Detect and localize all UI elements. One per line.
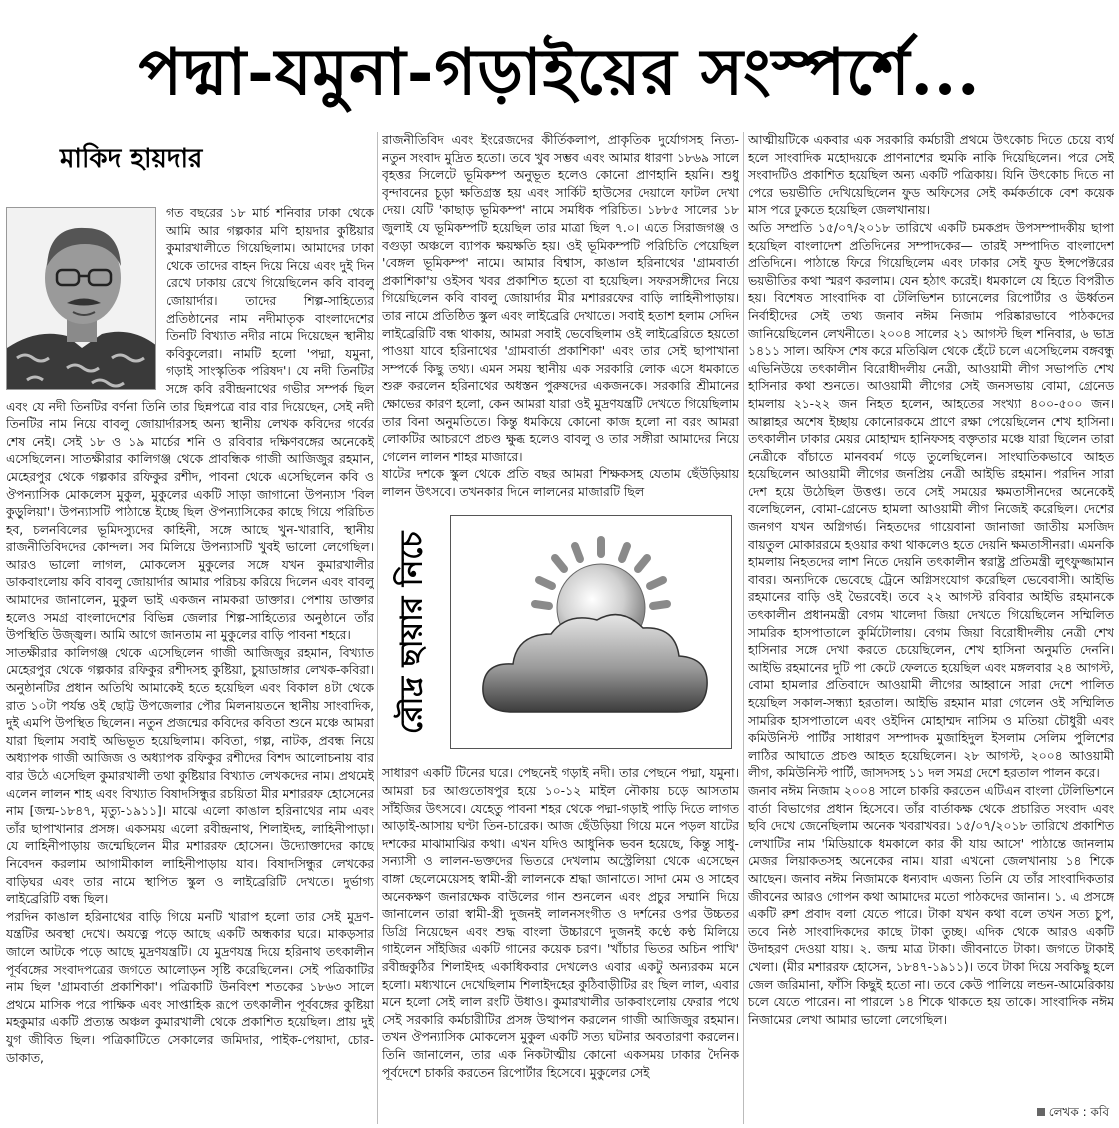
paragraph: আত্মীয়টিকে একবার এক সরকারি কর্মচারী প্রথমে উৎকোচ দিতে চেয়ে ব্যর্থ হলে সাংবাদিক মহোদয়কে প্রাণনাশের হুমকি নাকি দিয়েছিলেন। পরে সেই সংবাদটিও প্রকাশিত হয়েছিল অন্য একটি পত্রিকায়। যিনি উৎকোচ দিতে না পেরে ভয়ভীতি দেখিয়েছিলেন ফুড অফিসের সেই কর্মকর্তাকে বেশ কয়েক মাস পরে ঢুকতে হয়েছিল জেলখানায়। (748, 133, 1114, 218)
author-photo (6, 207, 156, 390)
byline: মাকিদ হায়দার (60, 144, 203, 174)
section-graphic (382, 507, 739, 757)
paragraph: সাতক্ষীরার কালিগঞ্জ থেকে এসেছিলেন গাজী আজিজুর রহমান, বিখ্যাত মেহেরপুর থেকে গল্পকার রফিকুর রশীদসহ কুষ্টিয়া, চুয়াডাঙ্গার লেখক-কবিরা। অনুষ্ঠানটির প্রধান অতিথি আমাকেই হতে হয়েছিল এবং বিকাল ৪টা থেকে রাত ১০টা পর্যন্ত ওই ছোট্ট উপজেলার পৌর মিলনায়তনে স্থানীয় সাংবাদিক, দুই এমপি উপস্থিত ছিলেন। নতুন প্রজন্মের কবিদের কবিতা শুনে মঞ্চে আমরা যারা ছিলাম সবাই অভিভূত হয়েছিলাম। কবিতা, গল্প, নাটক, প্রবন্ধ নিয়ে অধ্যাপক গাজী আজিজ ও অধ্যাপক রফিকুর রশীদের বিশদ আলোচনায় বার বার উঠে এসেছিল কুমারখালী তথা কুষ্টিয়ার বিখ্যাত লেখকদের নাম। প্রথমেই এলেন লালন শাহ এবং বিখ্যাত বিষাদসিন্ধুর রচয়িতা মীর মশাররফ হোসেনের নাম [জন্ম-১৮৪৭, মৃত্যু-১৯১১]। মাঝে এলো কাঙাল হরিনাথের নাম এবং তাঁর ছাপাখানার প্রসঙ্গ। একসময় এলো রবীন্দ্রনাথ, শিলাইদহ, লাহিনীপাড়া। যে লাহিনীপাড়ায় জন্মেছিলেন মীর মশাররফ হোসেন। উদ্যোক্তাদের কাছে নিবেদন করলাম আগামীকাল লাহিনীপাড়ায় যাব। বিষাদসিন্ধুর লেখকের বাড়িঘর এবং তার নামে স্থাপিত স্কুল ও লাইব্রেরিটি দেখতে। দুর্ভাগ্য লাইব্রেরিটি বন্ধ ছিল। (6, 645, 374, 907)
paragraph: অতি সম্প্রতি ১৫/০৭/২০১৮ তারিখে একটি চমকপ্রদ উপসম্পাদকীয় ছাপা হয়েছিল বাংলাদেশ প্রতিদিনের সম্পাদকের— তারই সম্পাদিত বাংলাদেশ প্রতিদিনে। পাঠান্তে ফিরে গিয়েছিলেম এবং ঢাকার সেই ফুড ইন্সপেক্টরের ভয়ভীতির কথা স্মরণ করলাম। যেন হঠাৎ করেই। ধমকালে যে হিতে বিপরীত হয়। বিশেষত সাংবাদিক বা টেলিভিশন চ্যানেলের রিপোর্টার ও ঊর্ধ্বতন নির্বাহীদের সেই তথ্য জনাব নঈম নিজাম পরিষ্কারভাবে পাঠকদের জানিয়েছিলেন লেখনীতে। ২০০৪ সালের ২১ আগস্ট ছিল শনিবার, ৬ ভাদ্র ১৪১১ সাল। অফিস শেষ করে মতিঝিল থেকে হেঁটে চলে এসেছিলেম বঙ্গবন্ধু এভিনিউয়ে তৎকালীন বিরোধীদলীয় নেত্রী, আওয়ামী লীগ সভাপতি শেখ হাসিনার কথা শুনতে। আওয়ামী লীগের সেই জনসভায় বোমা, গ্রেনেড হামলায় ২১-২২ জন নিহত হলেন, আহতের সংখ্যা ৪০০-৫০০ জন। আল্লাহর অশেষ ইচ্ছায় কোনোরকমে প্রাণে রক্ষা পেয়েছিলেন শেখ হাসিনা। তৎকালীন ঢাকার মেয়র মোহাম্মদ হানিফসহ বক্তৃতার মঞ্চে যারা ছিলেন তারা নেত্রীকে বাঁচাতে মানববর্ম গড়ে তুলেছিলেন। সাংঘাতিকভাবে আহত হয়েছিলেন আওয়ামী লীগের জনপ্রিয় নেত্রী আইভি রহমান। পরদিন সারা দেশ হয়ে উঠেছিল উত্তপ্ত। তবে সেই সময়ের ক্ষমতাসীনদের অনেকেই বলেছিলেন, বোমা-গ্রেনেড হামলা আওয়ামী লীগ নিজেই করেছিল। দেশের জনগণ যখন অগ্নিগর্ভ। নিহতদের গায়েবানা জানাজা জাতীয় মসজিদ বায়তুল মোকাররমে হওয়ার কথা থাকলেও হতে দেয়নি ক্ষমতাসীনরা। এমনকি হামলায় নিহতদের লাশ নিতে দেয়নি তৎকালীন স্বরাষ্ট্র প্রতিমন্ত্রী লুৎফুজ্জামান বাবর। অন্যদিকে ভেবেছে ট্রেনে অগ্নিসংযোগ করেছিল ভেবেবাসী। আইভি রহমানের বাড়ি ওই ভৈরবেই। তবে ২২ আগস্ট রবিবার আইভি রহমানকে তৎকালীন প্রধানমন্ত্রী বেগম খালেদা জিয়া দেখতে গিয়েছিলেন সম্মিলিত সামরিক হাসপাতালে কুর্মিটোলায়। বেগম জিয়া বিরোধীদলীয় নেত্রী শেখ হাসিনার সঙ্গে দেখা করতে চেয়েছিলেন, শেখ হাসিনা অনুমতি দেননি। আইভি রহমানের দুটি পা কেটে ফেলতে হয়েছিল এবং মঙ্গলবার ২৪ আগস্ট, বোমা হামলার প্রতিবাদে আওয়ামী লীগের আহ্বানে সারা দেশে পালিত হয়েছিল সকাল-সন্ধ্যা হরতাল। আইভি রহমান মারা গেলেন ওই সম্মিলিত সামরিক হাসপাতালে এবং ওইদিন মোহাম্মদ নাসিম ও মতিয়া চৌধুরী এবং কমিউনিস্ট পার্টির সাধারণ সম্পাদক মুজাহিদুল ইসলাম সেলিম পুলিশের লাঠির আঘাতে প্রচণ্ড আহত হয়েছিলেন। ২৮ আগস্ট, ২০০৪ আওয়ামী লীগ, কমিউনিস্ট পার্টি, জাসদসহ ১১ দল সমগ্র দেশে হরতাল পালন করে। (748, 220, 1114, 781)
author-note-text: লেখক : কবি (1048, 1105, 1109, 1119)
paragraph: সাধারণ একটি টিনের ঘরে। পেছনেই গড়াই নদী। তার পেছনে পদ্মা, যমুনা। আমরা চর আগুতোষপুর হয়ে ১০-১২ মাইল নৌকায় চড়ে আসতাম সাঁইজির উৎসবে। যেহেতু পাবনা শহর থেকে পদ্মা-গড়াই পাড়ি দিতে লাগত আড়াই-আসায় ঘণ্টা তিন-চারেক। আজ ছেঁউড়িয়া গিয়ে মনে পড়ল ষাটের দশকের মাঝামাঝির কথা। এখন যদিও আধুনিক ভবন হয়েছে, কিন্তু সাধু-সন্যাসী ও লালন-ভক্তদের ভিতরে দেখলাম অস্ট্রেলিয়া থেকে এসেছেন বাঙ্গা ছেলেমেয়েসহ স্বামী-স্ত্রী লালনকে শ্রদ্ধা জানাতে। সাদা মেম ও সাহেব অনেকক্ষণ জনারক্ষেক বাউলের গান শুনলেন এবং প্রচুর সম্মানি দিয়ে জানালেন তারা স্বামী-স্ত্রী দুজনই লালনসংগীত ও দর্শনের ওপর উচ্চতর ডিগ্রি নিয়েছেন এবং শুদ্ধ বাংলা উচ্চারণে দুজনই কণ্ঠে কণ্ঠ মিলিয়ে গাইলেন সাঁইজির একটি গানের কয়েক চরণ। 'খাঁচার ভিতর অচিন পাখি' রবীন্দ্রকুঠির শিলাইদহ একাধিকবার দেখলেও এবার একটু অন্যরকম মনে হলো। মধ্যখানে দেখেছিলাম শিলাইদহের কুঠিবাড়ীটির রং ছিল লাল, এবার মনে হলো সেই লাল রংটি উধাও। কুমারখালীর ডাকবাংলোয় ফেরার পথে সেই সরকারি কর্মচারীটির প্রসঙ্গ উত্থাপন করলেন গাজী আজিজুর রহমান। তখন ঔপন্যাসিক মোকলেস মুকুল একটি সত্য ঘটনার অবতারণা করলেন। তিনি জানালেন, তার এক নিকটাত্মীয় কোনো একসময় ঢাকার দৈনিক পূর্বদেশে চাকরি করতেন রিপোর্টার হিসেবে। মুকুলের সেই (382, 766, 739, 1080)
graphic-caption-text: রৌদ্র ছায়ার নিচে (394, 531, 430, 734)
article-column-2 (382, 132, 739, 1122)
column-divider (377, 132, 378, 1124)
paragraph: ষাটের দশকে স্কুল থেকে প্রতি বছর আমরা শিক্ষকসহ যেতাম ছেঁউড়িয়ায় লালন উৎসবে। তখনকার দিনে লালনের মাজারটি ছিল (382, 467, 739, 499)
column-divider (743, 132, 744, 1124)
square-bullet-icon (1037, 1108, 1045, 1116)
paragraph: রাজনীতিবিদ এবং ইংরেজদের কীর্তিকলাপ, প্রাকৃতিক দুর্যোগসহ নিত্য-নতুন সংবাদ মুদ্রিত হতো। তবে খুব সম্ভব এবং আমার ধারণা ১৮৬৯ সালে বৃহত্তর সিলেটে ভূমিকম্প অনুভূত হলেও কোনো প্রাণহানি হয়নি। শুধু বৃন্দাবনের চূড়া ক্ষতিগ্রস্ত হয় এবং সার্কিট হাউসের দেয়ালে ফাটল দেখা দেয়। যেটি 'কাছাড় ভূমিকম্প' নামে সমধিক পরিচিত। ১৮৮৫ সালের ১৮ জুলাই যে ভূমিকম্পটি হয়েছিল তার মাত্রা ছিল ৭.০। এতে সিরাজগঞ্জ ও বগুড়া অঞ্চলে ব্যাপক ক্ষয়ক্ষতি হয়। ওই ভূমিকম্পটি পরিচিতি পেয়েছিল 'বেঙ্গল ভূমিকম্প' নামে। আমার বিশ্বাস, কাঙাল হরিনাথের 'গ্রামবার্তা প্রকাশিকা'য় ওইসব খবর প্রকাশিত হতো বা হয়েছিল। সফরসঙ্গীদের নিয়ে গিয়েছিলেন কবি বাবলু জোয়ার্দার মীর মশাররফের বাড়ি লাহিনীপাড়ায়। তার নামে প্রতিষ্ঠিত স্কুল এবং লাইব্রেরি দেখাতে। সবাই হতাশ হলাম সেদিন লাইব্রেরিটি বন্ধ থাকায়, আমরা সবাই ভেবেছিলাম ওই লাইব্রেরিতে হয়তো পাওয়া যাবে হরিনাথের 'গ্রামবার্তা প্রকাশিকা' এবং তার সেই ছাপাখানা সম্পর্কে কিছু তথ্য। এমন সময় স্থানীয় এক সরকারি লোক এসে ধমকাতে শুরু করলেন হরিনাথের অধস্তন পুরুষদের একজনকে। সরকারি শ্রীমানের ক্ষোভের কারণ হলো, কেন আমরা যারা ওই মুদ্রণযন্ত্রটি দেখতে গিয়েছিলাম তার বিনা অনুমতিতে। কিন্তু ধমকিয়ে কোনো কাজ হলো না বরং আমরা লোকটির আচরণে প্রচণ্ড ক্ষুব্ধ হলেও বাবলু ও তার সঙ্গীরা আমাদের নিয়ে গেলেন লালন শাহর মাজারে। (382, 133, 739, 464)
article-column-1 (6, 205, 374, 1123)
article-column-3 (748, 132, 1114, 1122)
sun-cloud-illustration (450, 515, 732, 749)
paragraph: গত বছরের ১৮ মার্চ শনিবার ঢাকা থেকে আমি আর গল্পকার মণি হায়দার কুষ্টিয়ার কুমারখালীতে গিয়েছিলাম। আমাদের ঢাকা থেকে তাদের বাহন দিয়ে নিয়ে এবং দুই দিন রেখে ঢাকায় রেখে গিয়েছিলেন কবি বাবলু জোয়ার্দার। তাদের শিল্প-সাহিত্যের প্রতিষ্ঠানের নাম নদীমাতৃক বাংলাদেশের তিনটি বিখ্যাত নদীর নামে দিয়েছেন স্থানীয় কবিকুলেরা। নামটি হলো 'পদ্মা, যমুনা, গড়াই সাংস্কৃতিক পরিষদ'। যে নদী তিনটির সঙ্গে কবি রবীন্দ্রনাথের গভীর সম্পর্ক ছিল এবং যে নদী তিনটির বর্ণনা তিনি তার ছিন্নপত্রে বার বার দিয়েছেন, সেই নদী তিনটির নাম নিয়ে বাবলু জোয়ার্দারসহ অন্য স্থানীয় লেখক কবিদের গর্বের শেষ নেই। সেই ১৮ ও ১৯ মার্চের শনি ও রবিবার দক্ষিণবঙ্গের অনেকেই এসেছিলেন। সাতক্ষীরার কালিগঞ্জ থেকে প্রাবন্ধিক গাজী আজিজুর রহমান, মেহেরপুর থেকে গল্পকার রফিকুর রশীদ, পাবনা থেকে এসেছিলেন কবি ও ঔপন্যাসিক মোকলেস মুকুল, মুকুলের একটি সাড়া জাগানো উপন্যাস 'বিল কুড়ুলিয়া'। উপন্যাসটি পাঠান্তে ইচ্ছে ছিল ঔপন্যাসিকের কাছে গিয়ে পরিচিত হব, চলনবিলের ভূমিদস্যুদের কাহিনী, সঙ্গে আছে খুন-খারাবি, স্থানীয় রাজনীতিবিদদের কোন্দল। সব মিলিয়ে উপন্যাসটি খুবই ভালো লেগেছিল। আরও ভালো লাগল, মোকলেস মুকুলের সঙ্গে যখন কুমারখালীর ডাকবাংলোয় কবি বাবলু জোয়ার্দার আমার পরিচয় করিয়ে দিলেন এবং বাবলু আমাদের জানালেন, মুকুল ভাই একজন নামকরা ডাক্তার। পেশায় ডাক্তার হলেও সমগ্র বাংলাদেশের বিভিন্ন জেলার শিল্প-সাহিত্যের অনুষ্ঠানে তাঁর উপস্থিতি উজ্জ্বল। আমি আগে জানতাম না মুকুলের বাড়ি পাবনা শহরে। (6, 206, 374, 643)
headline: পদ্মা-যমুনা-গড়াইয়ের সংস্পর্শে... (138, 35, 981, 110)
paragraph: জনাব নঈম নিজাম ২০০৪ সালে চাকরি করতেন এটিএন বাংলা টেলিভিশনে বার্তা বিভাগের প্রধান হিসেবে। তাঁর বার্তাকক্ষ থেকে প্রচারিত সংবাদ এবং ছবি দেখে জেনেছিলাম অনেক খবরাখবর। ১৫/০৭/২০১৮ তারিখে প্রকাশিত লেখাটির নাম 'মিডিয়াকে ধমকালে কার কী যায় আসে' পাঠান্তে জানলাম মেজর লিয়াকতসহ অনেকের নাম। যারা এখনো জেলখানায় ১৪ শিকে আছেন। জনাব নঈম নিজামকে ধন্যবাদ এজন্য তিনি যে তাঁর সাংবাদিকতার জীবনের আরও গোপন কথা আমাদের মতো পাঠকদের জানান। ১. এ প্রসঙ্গে একটি রুশ প্রবাদ বলা যেতে পারে। টাকা যখন কথা বলে তখন সত্য চুপ, তবে নিষ্ঠ সাংবাদিকদের কাছে টাকা তুচ্ছ। এদিক থেকে আরও একটি উদাহরণ দেওয়া যায়। ২. জন্ম মাত্র টাকা। জীবনাতে টাকা। জগতে টাকাই খেলা। (মীর মশাররফ হোসেন, ১৮৪৭-১৯১১)। তবে টাকা দিয়ে সবকিছু হলে জেল জরিমানা, ফাঁসি কিছুই হতো না। তবে কেউ পালিয়ে লন্ডন-আমেরিকায় চলে যেতে পারেন। না পারলে ১৪ শিকে থাকতে হয় তাকে। সাংবাদিক নঈম নিজামের লেখা আমার ভালো লেগেছিল। (748, 783, 1114, 1027)
graphic-caption (382, 507, 442, 757)
author-note (1037, 1104, 1109, 1124)
paragraph: পরদিন কাঙাল হরিনাথের বাড়ি গিয়ে মনটি খারাপ হলো তার সেই মুদ্রণ-যন্ত্রটির অবস্থা দেখে। অযত্নে পড়ে আছে একটি অন্ধকার ঘরে। মাকড়সার জালে আটকে পড়ে আছে মুদ্রণযন্ত্রটি। যে মুদ্রণযন্ত্র দিয়ে হরিনাথ তৎকালীন পূর্ববঙ্গের সংবাদপত্রের জগতে আলোড়ন সৃষ্টি করেছিলেন। সেই পত্রিকাটির নাম ছিল 'গ্রামবার্তা প্রকাশিকা'। পত্রিকাটি উনবিংশ শতকের ১৮৬৩ সালে প্রথমে মাসিক পরে পাক্ষিক এবং সাপ্তাহিক রূপে তৎকালীন পূর্ববঙ্গের কুষ্টিয়া মহকুমার একটি প্রত্যন্ত অঞ্চল কুমারখালী থেকে প্রকাশিত হয়েছিল। প্রায় দুই যুগ জীবিত ছিল। পত্রিকাটিতে সেকালের জমিদার, পাইক-পেয়াদা, চোর-ডাকাত, (6, 909, 374, 1065)
